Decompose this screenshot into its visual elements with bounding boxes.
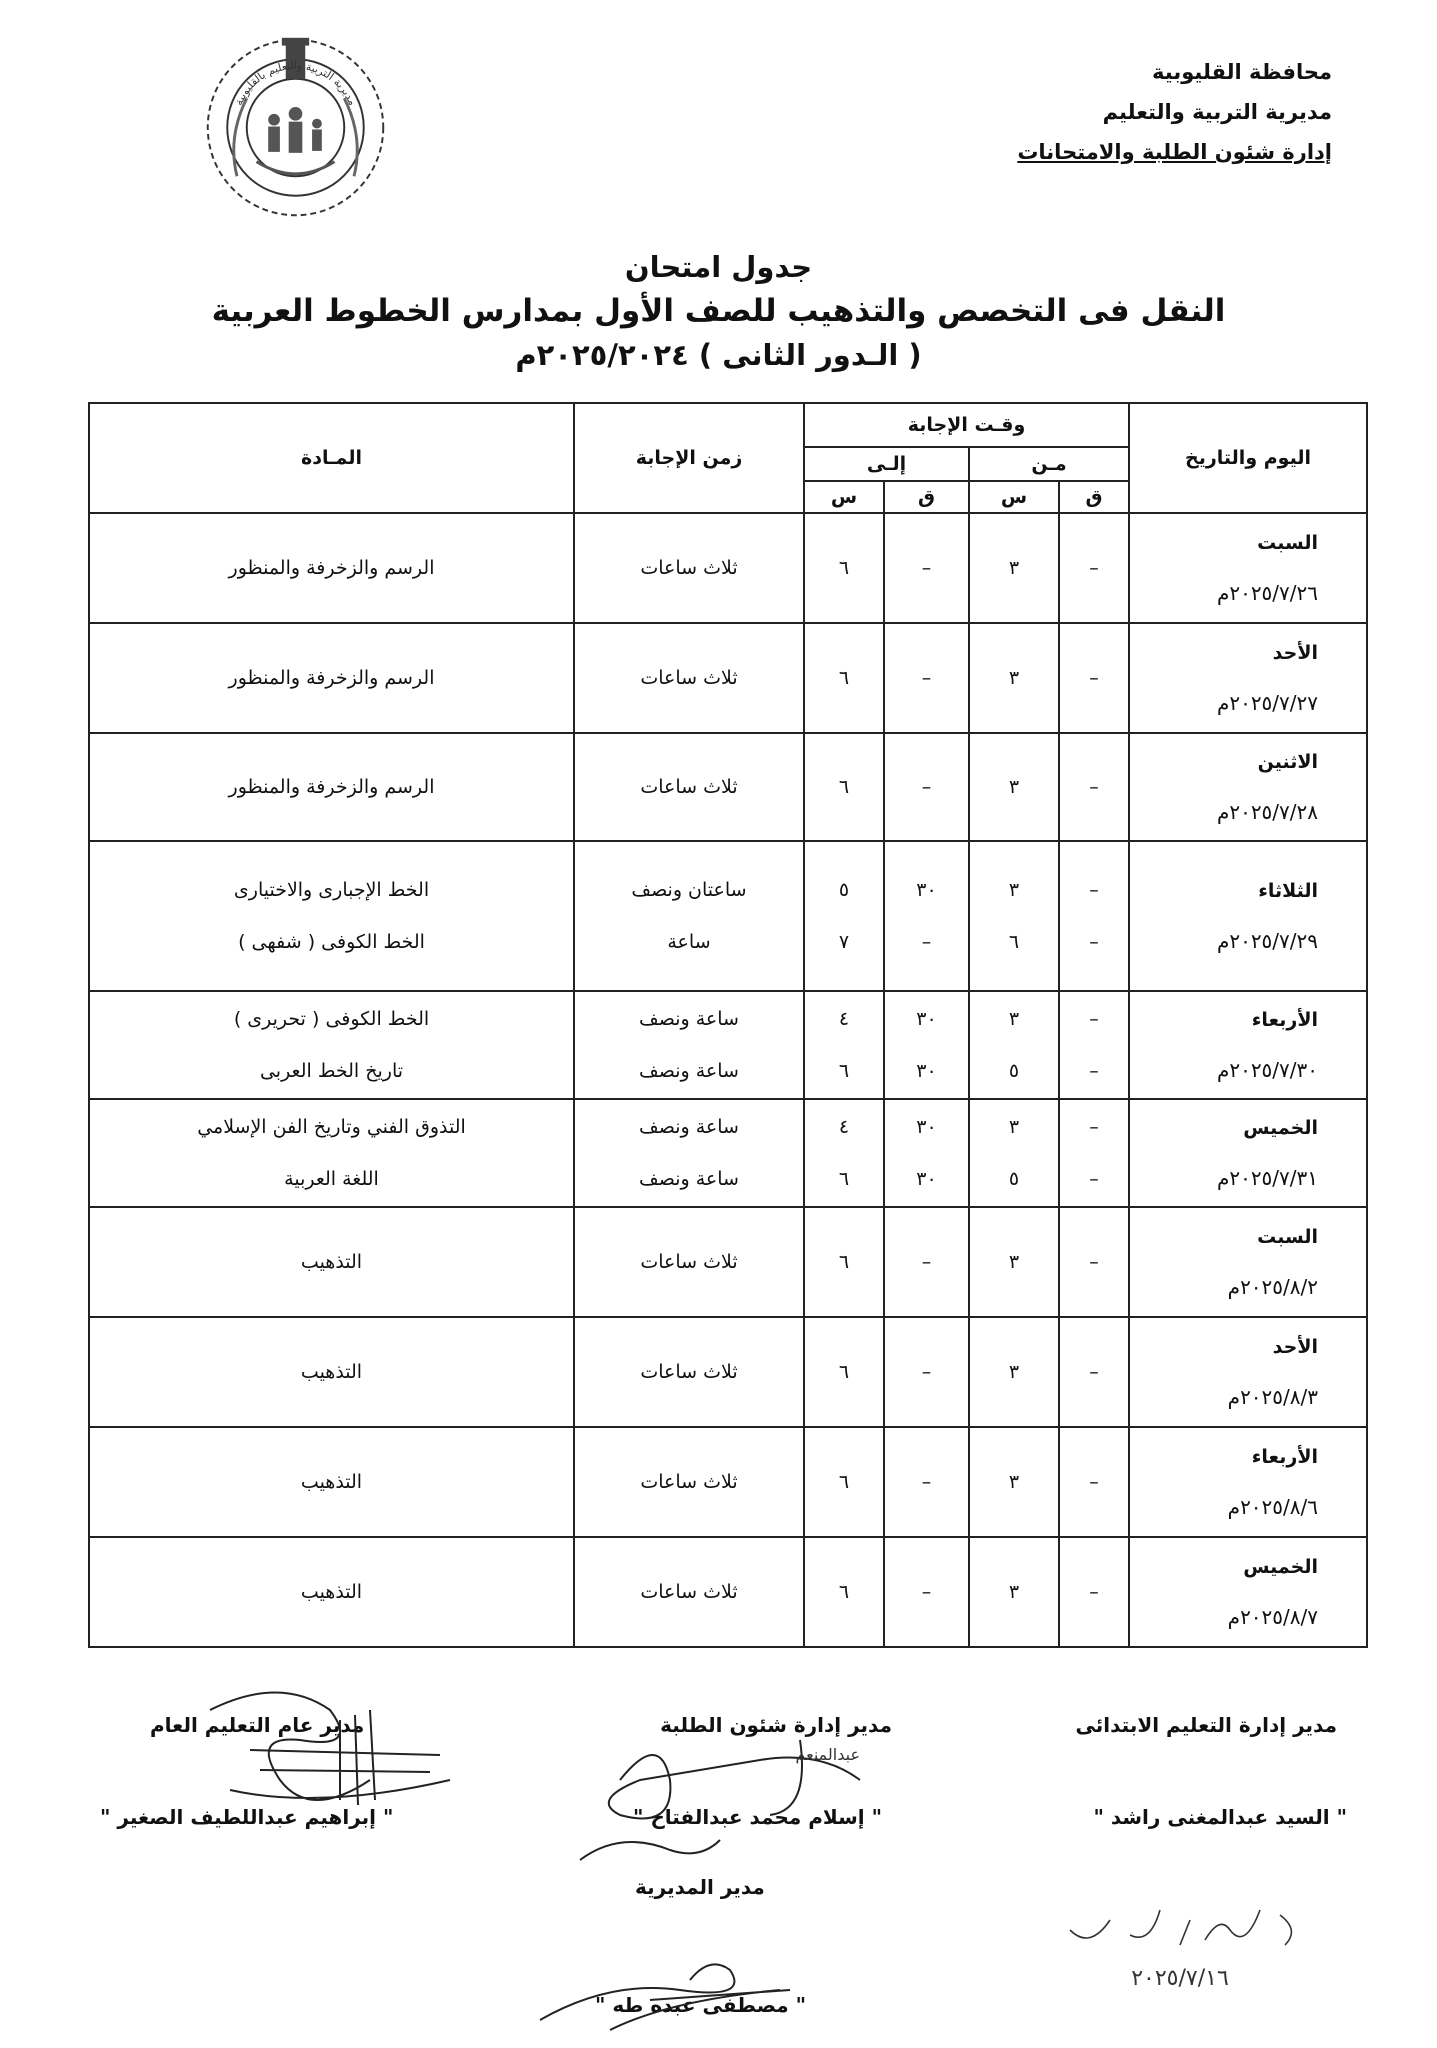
directorate-manager-name: " مصطفى عبده طه " bbox=[595, 1993, 807, 2017]
duration-cell bbox=[574, 1099, 804, 1207]
to-s-cell bbox=[804, 1099, 884, 1207]
title-line-1: جدول امتحان bbox=[624, 250, 813, 284]
schedule-row bbox=[89, 1427, 1367, 1537]
from-s-cell bbox=[969, 513, 1059, 623]
directorate-label: مديرية التربية والتعليم bbox=[1102, 100, 1332, 124]
to-s-value: ٦ bbox=[838, 776, 850, 798]
duration-cell bbox=[574, 733, 804, 841]
to-s-cell bbox=[804, 1537, 884, 1647]
from-q-value: – bbox=[1089, 1471, 1099, 1493]
schedule-row bbox=[89, 513, 1367, 623]
from-s-value: ٣ bbox=[1008, 557, 1020, 579]
to-q-cell bbox=[884, 1317, 969, 1427]
header-to-s: س bbox=[804, 481, 884, 513]
duration-value: ساعة ونصف bbox=[639, 1168, 739, 1190]
governorate-label: محافظة القليوبية bbox=[1152, 60, 1332, 84]
day-name: الأحد bbox=[1272, 642, 1318, 664]
from-q-cell bbox=[1059, 841, 1129, 991]
from-s-value: ٥ bbox=[1008, 1168, 1020, 1190]
to-q-value: ٣٠ bbox=[916, 1008, 937, 1030]
duration-cell bbox=[574, 991, 804, 1099]
from-q-cell bbox=[1059, 513, 1129, 623]
to-q-value: – bbox=[921, 931, 932, 953]
schedule-row bbox=[89, 623, 1367, 733]
to-s-value: ٦ bbox=[838, 1060, 850, 1082]
exam-date: ٢٠٢٥/٨/٣م bbox=[1227, 1385, 1318, 1409]
department-label: إدارة شئون الطلبة والامتحانات bbox=[1017, 140, 1332, 164]
subject-cell bbox=[89, 1317, 574, 1427]
day-name: الاثنين bbox=[1257, 751, 1318, 773]
subject-cell bbox=[89, 1099, 574, 1207]
students-affairs-signature bbox=[560, 1720, 890, 1870]
from-q-value: – bbox=[1089, 1581, 1099, 1603]
to-s-cell bbox=[804, 1427, 884, 1537]
directorate-manager-title: مدير المديرية bbox=[635, 1875, 765, 1899]
day-date-cell bbox=[1129, 991, 1367, 1099]
day-date-cell bbox=[1129, 1099, 1367, 1207]
header-from-s: س bbox=[969, 481, 1059, 513]
exam-date: ٢٠٢٥/٧/٢٧م bbox=[1216, 691, 1318, 715]
exam-date: ٢٠٢٥/٧/٣١م bbox=[1216, 1166, 1318, 1190]
subject-value: التذوق الفني وتاريخ الفن الإسلامي bbox=[197, 1116, 466, 1138]
subject-cell bbox=[89, 513, 574, 623]
from-q-cell bbox=[1059, 991, 1129, 1099]
exam-date: ٢٠٢٥/٧/٢٦م bbox=[1216, 581, 1318, 605]
header-from: مـن bbox=[969, 447, 1129, 481]
to-q-value: – bbox=[921, 667, 932, 689]
duration-value: ثلاث ساعات bbox=[640, 557, 738, 579]
day-name: الأربعاء bbox=[1251, 1446, 1318, 1468]
to-s-value: ٦ bbox=[838, 557, 850, 579]
handwritten-date: ٢٠٢٥/٧/١٦ bbox=[1131, 1966, 1229, 1991]
duration-cell bbox=[574, 1207, 804, 1317]
document-title bbox=[0, 245, 1437, 377]
duration-value: ساعة ونصف bbox=[639, 1008, 739, 1030]
to-s-cell bbox=[804, 623, 884, 733]
to-q-cell bbox=[884, 1537, 969, 1647]
subject-value: الرسم والزخرفة والمنظور bbox=[228, 667, 435, 689]
from-q-cell bbox=[1059, 1317, 1129, 1427]
day-name: الأحد bbox=[1272, 1336, 1318, 1358]
schedule-row bbox=[89, 1317, 1367, 1427]
directorate-seal-logo bbox=[198, 30, 393, 225]
from-q-cell bbox=[1059, 623, 1129, 733]
to-q-cell bbox=[884, 623, 969, 733]
to-s-value: ٦ bbox=[838, 1251, 850, 1273]
from-s-value: ٥ bbox=[1008, 1060, 1020, 1082]
subject-value: الخط الكوفى ( شفهى ) bbox=[238, 931, 425, 953]
primary-education-manager-title: مدير إدارة التعليم الابتدائى bbox=[1075, 1713, 1337, 1737]
day-name: الخميس bbox=[1243, 1556, 1318, 1578]
day-name: الثلاثاء bbox=[1258, 880, 1318, 902]
exam-date: ٢٠٢٥/٨/٧م bbox=[1227, 1605, 1318, 1629]
to-q-value: ٣٠ bbox=[916, 1168, 937, 1190]
from-s-value: ٣ bbox=[1008, 776, 1020, 798]
schedule-row bbox=[89, 991, 1367, 1099]
to-s-value: ٤ bbox=[838, 1008, 850, 1030]
to-q-cell bbox=[884, 841, 969, 991]
primary-education-manager-name: " السيد عبدالمغنى راشد " bbox=[1093, 1805, 1347, 1829]
to-s-cell bbox=[804, 513, 884, 623]
exam-date: ٢٠٢٥/٨/٢م bbox=[1227, 1275, 1318, 1299]
to-s-value: ٦ bbox=[838, 667, 850, 689]
to-q-cell bbox=[884, 1099, 969, 1207]
from-q-cell bbox=[1059, 1427, 1129, 1537]
to-q-value: – bbox=[921, 557, 932, 579]
from-s-cell bbox=[969, 841, 1059, 991]
to-q-value: ٣٠ bbox=[916, 879, 937, 901]
day-date-cell bbox=[1129, 1537, 1367, 1647]
from-s-value: ٣ bbox=[1008, 1008, 1020, 1030]
general-education-manager-name: " إبراهيم عبداللطيف الصغير " bbox=[100, 1805, 394, 1829]
duration-value: ساعة ونصف bbox=[639, 1060, 739, 1082]
from-q-value: – bbox=[1089, 1251, 1099, 1273]
to-s-value: ٥ bbox=[838, 879, 850, 901]
from-s-value: ٣ bbox=[1008, 1581, 1020, 1603]
svg-text:مديرية التربية والتعليم بالقلي: مديرية التربية والتعليم بالقليوبية bbox=[231, 58, 360, 108]
to-q-cell bbox=[884, 1427, 969, 1537]
exam-date: ٢٠٢٥/٧/٢٩م bbox=[1216, 929, 1318, 953]
day-name: السبت bbox=[1257, 1226, 1318, 1248]
schedule-row bbox=[89, 1537, 1367, 1647]
subject-cell bbox=[89, 991, 574, 1099]
to-q-value: ٣٠ bbox=[916, 1116, 937, 1138]
from-q-value: – bbox=[1089, 557, 1099, 579]
letterhead bbox=[1017, 52, 1332, 172]
duration-value: ساعتان ونصف bbox=[631, 879, 747, 901]
from-q-value: – bbox=[1089, 1168, 1099, 1190]
to-q-cell bbox=[884, 1207, 969, 1317]
schedule-row bbox=[89, 1099, 1367, 1207]
from-q-cell bbox=[1059, 1537, 1129, 1647]
exam-date: ٢٠٢٥/٨/٦م bbox=[1227, 1495, 1318, 1519]
to-s-value: ٧ bbox=[838, 931, 850, 953]
duration-value: ثلاث ساعات bbox=[640, 1581, 738, 1603]
duration-cell bbox=[574, 1427, 804, 1537]
to-s-cell bbox=[804, 841, 884, 991]
from-q-value: – bbox=[1089, 879, 1099, 901]
from-s-cell bbox=[969, 1427, 1059, 1537]
from-s-value: ٣ bbox=[1008, 667, 1020, 689]
day-date-cell bbox=[1129, 1317, 1367, 1427]
from-q-value: – bbox=[1089, 776, 1099, 798]
to-q-cell bbox=[884, 733, 969, 841]
students-affairs-manager-name: " إسلام محمد عبدالفتاح " bbox=[632, 1805, 882, 1829]
subject-value: الخط الإجبارى والاختيارى bbox=[233, 879, 430, 901]
from-s-value: ٣ bbox=[1008, 1251, 1020, 1273]
duration-cell bbox=[574, 513, 804, 623]
to-q-value: ٣٠ bbox=[916, 1060, 937, 1082]
schedule-body bbox=[89, 513, 1367, 1647]
day-date-cell bbox=[1129, 1427, 1367, 1537]
subject-value: التذهيب bbox=[300, 1251, 363, 1273]
header-day-date: اليوم والتاريخ bbox=[1129, 403, 1367, 513]
day-name: الخميس bbox=[1243, 1117, 1318, 1139]
exam-schedule-table bbox=[88, 402, 1368, 1648]
from-q-value: – bbox=[1089, 1361, 1099, 1383]
duration-value: ساعة bbox=[667, 931, 711, 953]
general-education-manager-title: مدير عام التعليم العام bbox=[150, 1713, 365, 1737]
subject-cell bbox=[89, 1427, 574, 1537]
subject-cell bbox=[89, 1537, 574, 1647]
duration-value: ثلاث ساعات bbox=[640, 776, 738, 798]
to-s-value: ٤ bbox=[838, 1116, 850, 1138]
from-s-cell bbox=[969, 1099, 1059, 1207]
duration-value: ثلاث ساعات bbox=[640, 1361, 738, 1383]
schedule-row bbox=[89, 1207, 1367, 1317]
header-to: إلـى bbox=[804, 447, 969, 481]
subject-value: الخط الكوفى ( تحريرى ) bbox=[233, 1008, 430, 1030]
subject-cell bbox=[89, 841, 574, 991]
exam-date: ٢٠٢٥/٧/٣٠م bbox=[1216, 1058, 1318, 1082]
duration-cell bbox=[574, 1317, 804, 1427]
header-duration: زمن الإجابة bbox=[574, 403, 804, 513]
to-s-value: ٦ bbox=[838, 1581, 850, 1603]
subject-cell bbox=[89, 623, 574, 733]
subject-value: الرسم والزخرفة والمنظور bbox=[228, 776, 435, 798]
subject-value: التذهيب bbox=[300, 1361, 363, 1383]
day-date-cell bbox=[1129, 513, 1367, 623]
subject-cell bbox=[89, 733, 574, 841]
svg-text:عبدالمنعم: عبدالمنعم bbox=[795, 1745, 860, 1764]
to-q-value: – bbox=[921, 1471, 932, 1493]
to-q-value: – bbox=[921, 1581, 932, 1603]
schedule-row bbox=[89, 841, 1367, 991]
duration-value: ساعة ونصف bbox=[639, 1116, 739, 1138]
from-s-value: ٣ bbox=[1008, 1471, 1020, 1493]
header-answer-time: وقـت الإجابة bbox=[804, 403, 1129, 447]
from-s-value: ٣ bbox=[1008, 879, 1020, 901]
to-s-cell bbox=[804, 1317, 884, 1427]
from-s-value: ٣ bbox=[1008, 1361, 1020, 1383]
to-s-cell bbox=[804, 991, 884, 1099]
to-s-cell bbox=[804, 733, 884, 841]
subject-value: اللغة العربية bbox=[284, 1168, 379, 1190]
duration-cell bbox=[574, 841, 804, 991]
to-q-value: – bbox=[921, 776, 932, 798]
day-date-cell bbox=[1129, 1207, 1367, 1317]
to-q-value: – bbox=[921, 1251, 932, 1273]
general-manager-signature bbox=[190, 1680, 490, 1830]
to-q-cell bbox=[884, 513, 969, 623]
to-s-value: ٦ bbox=[838, 1471, 850, 1493]
to-q-cell bbox=[884, 991, 969, 1099]
header-to-q: ق bbox=[884, 481, 969, 513]
day-date-cell bbox=[1129, 841, 1367, 991]
subject-value: تاريخ الخط العربى bbox=[259, 1060, 404, 1082]
day-date-cell bbox=[1129, 623, 1367, 733]
from-q-value: – bbox=[1089, 1060, 1099, 1082]
from-q-cell bbox=[1059, 1207, 1129, 1317]
from-s-cell bbox=[969, 1317, 1059, 1427]
from-q-cell bbox=[1059, 1099, 1129, 1207]
day-name: الأربعاء bbox=[1251, 1009, 1318, 1031]
from-q-value: – bbox=[1089, 931, 1099, 953]
subject-cell bbox=[89, 1207, 574, 1317]
directorate-manager-signature bbox=[530, 1960, 860, 2040]
from-s-cell bbox=[969, 991, 1059, 1099]
subject-value: التذهيب bbox=[300, 1471, 363, 1493]
from-s-cell bbox=[969, 1207, 1059, 1317]
subject-value: التذهيب bbox=[300, 1581, 363, 1603]
exam-date: ٢٠٢٥/٧/٢٨م bbox=[1216, 800, 1318, 824]
to-s-value: ٦ bbox=[838, 1168, 850, 1190]
schedule-row bbox=[89, 733, 1367, 841]
to-s-value: ٦ bbox=[838, 1361, 850, 1383]
to-s-cell bbox=[804, 1207, 884, 1317]
duration-cell bbox=[574, 623, 804, 733]
from-q-value: – bbox=[1089, 1116, 1099, 1138]
primary-manager-signature bbox=[1030, 1890, 1330, 2000]
to-q-value: – bbox=[921, 1361, 932, 1383]
subject-value: الرسم والزخرفة والمنظور bbox=[228, 557, 435, 579]
day-date-cell bbox=[1129, 733, 1367, 841]
from-s-cell bbox=[969, 623, 1059, 733]
from-s-value: ٦ bbox=[1008, 931, 1020, 953]
from-s-value: ٣ bbox=[1008, 1116, 1020, 1138]
duration-value: ثلاث ساعات bbox=[640, 667, 738, 689]
from-s-cell bbox=[969, 1537, 1059, 1647]
duration-value: ثلاث ساعات bbox=[640, 1251, 738, 1273]
title-line-3: ( الـدور الثانى ) ٢٠٢٥/٢٠٢٤م bbox=[515, 338, 922, 372]
header-subject: المـادة bbox=[89, 403, 574, 513]
header-from-q: ق bbox=[1059, 481, 1129, 513]
students-affairs-manager-title: مدير إدارة شئون الطلبة bbox=[660, 1713, 892, 1737]
title-line-2: النقل فى التخصص والتذهيب للصف الأول بمدارس الخطوط العربية bbox=[211, 293, 1226, 329]
from-q-value: – bbox=[1089, 667, 1099, 689]
day-name: السبت bbox=[1257, 532, 1318, 554]
from-q-value: – bbox=[1089, 1008, 1099, 1030]
from-s-cell bbox=[969, 733, 1059, 841]
duration-value: ثلاث ساعات bbox=[640, 1471, 738, 1493]
duration-cell bbox=[574, 1537, 804, 1647]
from-q-cell bbox=[1059, 733, 1129, 841]
